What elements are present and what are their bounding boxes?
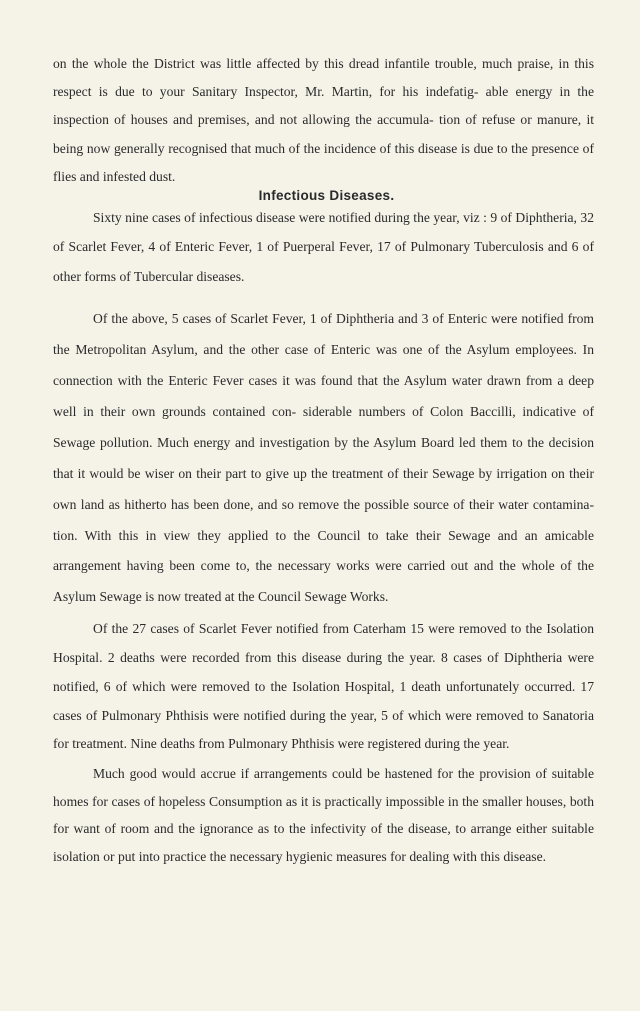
- body-paragraph-3: Of the above, 5 cases of Scarlet Fever, 1 of Diphtheria and 3 of Enteric were notified from the Metropolitan Asylum, and the other case of Enteric was one of the Asylum employees. In connection with the Enteric Fever cases it was found that the Asylum water drawn from a deep well in their own grounds contained con- siderable numbers of Colon Baccilli, indicative of Sewage pollution. Much energy and investigation by the Asylum Board led them to the decision that it would be wiser on their part to give up the treatment of their Sewage by irrigation on their own land as hitherto has been done, and so remove the possible source of their water contamina- tion. With this in view they applied to the Council to take their Sewage and an amicable arrangement having been come to, the necessary works were carried out and the whole of the Asylum Sewage is now treated at the Council Sewage Works.: [53, 311, 594, 605]
- body-paragraph-2: Sixty nine cases of infectious disease were notified during the year, viz : 9 of Diphtheria, 32 of Scarlet Fever, 4 of Enteric Fever, 1 of Puerperal Fever, 17 of Pulmonary Tuberculosis and 6 of other forms of Tubercular diseases.: [53, 210, 594, 284]
- body-paragraph-4: Of the 27 cases of Scarlet Fever notified from Caterham 15 were removed to the Isolation Hospital. 2 deaths were recorded from this disease during the year. 8 cases of Diphtheria were notified, 6 of which were removed to the Isolation Hospital, 1 death unfortunately occurred. 17 cases of Pulmonary Phthisis were notified during the year, 5 of which were removed to Sanatoria for treatment. Nine deaths from Pulmonary Phthisis were registered during the year.: [53, 621, 594, 752]
- body-paragraph-1: on the whole the District was little affected by this dread infantile trouble, much praise, in this respect is due to your Sanitary Inspector, Mr. Martin, for his indefatig- able energy in the inspection of houses and premises, and not allowing the accumula- tion of refuse or manure, it being now generally recognised that much of the incidence of this disease is due to the presence of flies and infested dust.: [53, 56, 594, 184]
- body-paragraph-5: Much good would accrue if arrangements could be hastened for the provision of suitable homes for cases of hopeless Consumption as it is practically impossible in the smaller houses, both for want of room and the ignorance as to the infectivity of the disease, to arrange either suitable isolation or put into practice the necessary hygienic measures for dealing with this disease.: [53, 766, 594, 865]
- section-heading: Infectious Diseases.: [258, 188, 395, 204]
